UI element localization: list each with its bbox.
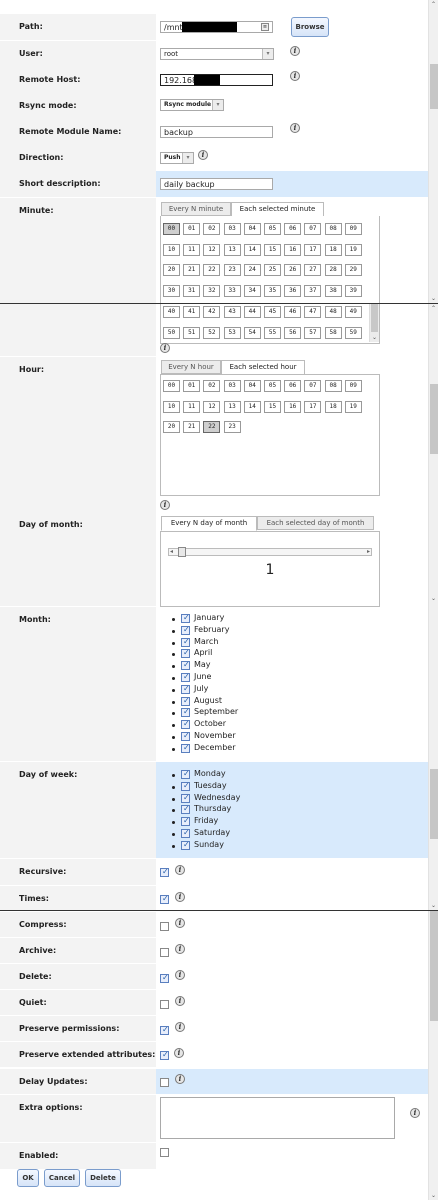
minute-cell[interactable]: 18 xyxy=(325,244,342,256)
month-checkbox[interactable] xyxy=(181,638,190,647)
direction-select[interactable] xyxy=(160,152,194,164)
hour-cell[interactable]: 05 xyxy=(264,380,281,392)
bullet xyxy=(172,642,175,645)
minute-cell[interactable]: 21 xyxy=(183,264,200,276)
minute-cell[interactable]: 00 xyxy=(163,223,180,235)
remote-module-input[interactable] xyxy=(160,126,273,138)
minute-cell[interactable]: 06 xyxy=(284,223,301,235)
minute-cell[interactable]: 07 xyxy=(304,223,321,235)
minute-cell[interactable]: 48 xyxy=(325,306,342,318)
chevron-down-icon: ▾ xyxy=(262,49,273,59)
pane-top xyxy=(0,0,438,303)
bullet xyxy=(172,677,175,680)
quiet-label: Quiet: xyxy=(0,990,156,1015)
minute-cell[interactable]: 14 xyxy=(244,244,261,256)
month-label: May xyxy=(194,660,211,670)
preserve-permissions-checkbox[interactable] xyxy=(160,1026,169,1035)
pane-bottom xyxy=(0,911,438,1200)
weekday-label: Sunday xyxy=(194,839,224,849)
minute-cell[interactable]: 34 xyxy=(244,285,261,297)
minute-cell[interactable]: 03 xyxy=(224,223,241,235)
hour-cell[interactable]: 23 xyxy=(224,421,241,433)
user-label: User: xyxy=(0,41,156,67)
browse-button[interactable]: Browse xyxy=(291,17,329,37)
remote-host-info-icon[interactable]: i xyxy=(290,71,300,81)
day-of-week-label: Day of week: xyxy=(0,762,156,858)
minute-cell[interactable]: 25 xyxy=(264,264,281,276)
day-of-month-slider[interactable] xyxy=(168,548,372,556)
weekday-checkbox[interactable] xyxy=(181,794,190,803)
bullet xyxy=(172,618,175,621)
tab-each-selected-hour[interactable]: Each selected hour xyxy=(221,360,305,375)
archive-info-icon[interactable]: i xyxy=(175,944,185,954)
chevron-down-icon[interactable]: ⌄ xyxy=(430,595,437,602)
bullet xyxy=(172,736,175,739)
weekday-checkbox[interactable] xyxy=(181,770,190,779)
minute-cell[interactable]: 37 xyxy=(304,285,321,297)
scrollbar-2[interactable] xyxy=(428,304,438,910)
preserve-permissions-info-icon[interactable]: i xyxy=(175,1022,185,1032)
minute-cell[interactable]: 20 xyxy=(163,264,180,276)
delete-button[interactable]: Delete xyxy=(85,1169,121,1187)
hour-cell[interactable]: 04 xyxy=(244,380,261,392)
weekday-checkbox[interactable] xyxy=(181,829,190,838)
redacted-path xyxy=(182,22,237,32)
hour-cell[interactable]: 02 xyxy=(203,380,220,392)
month-label: July xyxy=(194,683,209,693)
weekday-checkbox[interactable] xyxy=(181,841,190,850)
bullet xyxy=(172,712,175,715)
minute-cell[interactable]: 11 xyxy=(183,244,200,256)
compress-label: Compress: xyxy=(0,912,156,937)
minute-cell[interactable]: 01 xyxy=(183,223,200,235)
hour-cell[interactable]: 17 xyxy=(304,401,321,413)
hour-cell[interactable]: 12 xyxy=(203,401,220,413)
delay-updates-info-icon[interactable]: i xyxy=(175,1074,185,1084)
minute-cell[interactable]: 55 xyxy=(264,327,281,339)
weekday-label: Monday xyxy=(194,769,226,778)
direction-label: Direction: xyxy=(0,145,156,171)
chevron-up-icon[interactable]: ⌃ xyxy=(430,305,437,312)
bullet xyxy=(172,701,175,704)
scrollbar-thumb[interactable] xyxy=(430,384,438,454)
month-label: December xyxy=(194,742,236,752)
minute-cell[interactable]: 10 xyxy=(163,244,180,256)
bullet xyxy=(172,630,175,633)
day-of-month-label: Day of month: xyxy=(0,511,156,606)
minute-info-icon[interactable]: i xyxy=(160,343,170,353)
month-checkbox[interactable] xyxy=(181,626,190,635)
hour-cell[interactable]: 16 xyxy=(284,401,301,413)
user-info-icon[interactable]: i xyxy=(290,46,300,56)
delete-label: Delete: xyxy=(0,964,156,989)
month-label: March xyxy=(194,636,219,646)
archive-label: Archive: xyxy=(0,938,156,963)
preserve-permissions-label: Preserve permissions: xyxy=(0,1016,156,1041)
user-select[interactable] xyxy=(160,48,274,60)
minute-cell[interactable]: 31 xyxy=(183,285,200,297)
weekday-label: Wednesday xyxy=(194,792,241,802)
remote-module-info-icon[interactable]: i xyxy=(290,123,300,133)
minute-cell[interactable]: 17 xyxy=(304,244,321,256)
month-checkbox[interactable] xyxy=(181,708,190,717)
bullet xyxy=(172,724,175,727)
hour-info-icon[interactable]: i xyxy=(160,500,170,510)
bullet xyxy=(172,653,175,656)
weekday-label: Friday xyxy=(194,816,219,826)
chevron-down-icon[interactable]: ⌄ xyxy=(430,902,437,909)
minute-cell[interactable]: 39 xyxy=(345,285,362,297)
minute-cell[interactable]: 24 xyxy=(244,264,261,276)
minute-cell[interactable]: 53 xyxy=(224,327,241,339)
minute-label: Minute: xyxy=(0,198,156,303)
recursive-label: Recursive: xyxy=(0,859,156,885)
tab-each-selected-day-of-month[interactable]: Each selected day of month xyxy=(257,516,374,530)
bullet xyxy=(172,689,175,692)
hour-cell[interactable]: 22 xyxy=(203,421,220,433)
hour-cell[interactable]: 14 xyxy=(244,401,261,413)
month-checkbox[interactable] xyxy=(181,720,190,729)
minute-cell[interactable]: 13 xyxy=(224,244,241,256)
scrollbar-thumb[interactable] xyxy=(430,911,438,1021)
minute-cell[interactable]: 57 xyxy=(304,327,321,339)
recursive-checkbox[interactable] xyxy=(160,868,169,877)
hour-cell[interactable]: 06 xyxy=(284,380,301,392)
path-picker-icon[interactable]: ≡ xyxy=(262,24,268,30)
minute-cell[interactable]: 19 xyxy=(345,244,362,256)
month-checkbox[interactable] xyxy=(181,697,190,706)
chevron-up-icon[interactable]: ⌃ xyxy=(430,1,437,8)
month-checkbox[interactable] xyxy=(181,673,190,682)
minute-cell[interactable]: 50 xyxy=(163,327,180,339)
hour-cell[interactable]: 15 xyxy=(264,401,281,413)
direction-value: Push xyxy=(164,154,181,161)
chevron-down-icon[interactable]: ⌄ xyxy=(371,334,378,341)
preserve-xattrs-label: Preserve extended attributes: xyxy=(0,1042,156,1067)
chevron-left-icon[interactable]: ◂ xyxy=(170,548,174,555)
short-desc-label: Short description: xyxy=(0,171,156,197)
short-desc-input[interactable] xyxy=(160,178,273,190)
times-label: Times: xyxy=(0,886,156,910)
weekday-label: Tuesday xyxy=(194,780,227,790)
tab-every-n-hour[interactable]: Every N hour xyxy=(161,360,221,374)
month-label: April xyxy=(194,648,213,658)
hour-cell[interactable]: 10 xyxy=(163,401,180,413)
month-label: September xyxy=(194,707,239,717)
month-label: January xyxy=(194,613,225,622)
minute-cell[interactable]: 42 xyxy=(203,306,220,318)
minute-cell[interactable]: 22 xyxy=(203,264,220,276)
bullet xyxy=(172,748,175,751)
month-checkbox[interactable] xyxy=(181,685,190,694)
hour-cell[interactable]: 21 xyxy=(183,421,200,433)
bullet xyxy=(172,798,175,801)
minute-cell[interactable]: 28 xyxy=(325,264,342,276)
bullet xyxy=(172,665,175,668)
minute-cell[interactable]: 56 xyxy=(284,327,301,339)
redacted-host xyxy=(194,75,220,85)
minute-cell[interactable]: 32 xyxy=(203,285,220,297)
minute-cell[interactable]: 43 xyxy=(224,306,241,318)
minute-cell[interactable]: 29 xyxy=(345,264,362,276)
chevron-down-icon: ▾ xyxy=(182,153,193,163)
quiet-checkbox[interactable] xyxy=(160,1000,169,1009)
scrollbar-3[interactable] xyxy=(428,911,438,1200)
remote-host-label: Remote Host: xyxy=(0,67,156,93)
hour-grid xyxy=(160,374,380,496)
hour-cell[interactable]: 19 xyxy=(345,401,362,413)
compress-info-icon[interactable]: i xyxy=(175,918,185,928)
compress-checkbox[interactable] xyxy=(160,922,169,931)
recursive-info-icon[interactable]: i xyxy=(175,865,185,875)
month-checkbox[interactable] xyxy=(181,614,190,623)
minute-cell[interactable]: 35 xyxy=(264,285,281,297)
minute-cell[interactable]: 36 xyxy=(284,285,301,297)
chevron-down-icon[interactable]: ⌄ xyxy=(430,295,437,302)
minute-cell[interactable]: 27 xyxy=(304,264,321,276)
minute-grid-scrollbar-thumb[interactable] xyxy=(371,304,378,332)
minute-cell[interactable]: 54 xyxy=(244,327,261,339)
times-checkbox[interactable] xyxy=(160,895,169,904)
delete-checkbox[interactable] xyxy=(160,974,169,983)
minute-cell[interactable]: 09 xyxy=(345,223,362,235)
weekday-checkbox[interactable] xyxy=(181,782,190,791)
minute-cell[interactable]: 38 xyxy=(325,285,342,297)
minute-cell[interactable]: 33 xyxy=(224,285,241,297)
month-label: February xyxy=(194,624,230,634)
minute-cell[interactable]: 15 xyxy=(264,244,281,256)
scrollbar-thumb-lower[interactable] xyxy=(430,769,438,839)
bullet xyxy=(172,786,175,789)
hour-cell[interactable]: 18 xyxy=(325,401,342,413)
hour-cell[interactable]: 13 xyxy=(224,401,241,413)
hour-cell[interactable]: 07 xyxy=(304,380,321,392)
ok-button[interactable]: OK xyxy=(17,1169,39,1187)
archive-checkbox[interactable] xyxy=(160,948,169,957)
enabled-label: Enabled: xyxy=(0,1143,156,1169)
minute-cell[interactable]: 58 xyxy=(325,327,342,339)
bullet xyxy=(172,833,175,836)
minute-cell[interactable]: 49 xyxy=(345,306,362,318)
chevron-down-icon[interactable]: ⌄ xyxy=(430,1192,437,1199)
minute-label-cont xyxy=(0,304,156,356)
rsync-mode-label: Rsync mode: xyxy=(0,93,156,119)
hour-cell[interactable]: 09 xyxy=(345,380,362,392)
bullet xyxy=(172,774,175,777)
extra-options-info-icon[interactable]: i xyxy=(410,1108,420,1118)
path-label: Path: xyxy=(0,14,156,40)
tab-each-selected-minute[interactable]: Each selected minute xyxy=(231,202,324,217)
remote-module-label: Remote Module Name: xyxy=(0,119,156,145)
tab-every-n-minute[interactable]: Every N minute xyxy=(161,202,231,216)
weekday-checkbox[interactable] xyxy=(181,817,190,826)
chevron-down-icon: ▾ xyxy=(212,100,223,110)
enabled-checkbox[interactable] xyxy=(160,1148,169,1157)
minute-grid-scrollbar[interactable] xyxy=(369,304,379,342)
minute-cell[interactable]: 52 xyxy=(203,327,220,339)
month-label: November xyxy=(194,731,236,740)
minute-cell[interactable]: 02 xyxy=(203,223,220,235)
month-checkbox[interactable] xyxy=(181,732,190,741)
hour-cell[interactable]: 01 xyxy=(183,380,200,392)
minute-cell[interactable]: 45 xyxy=(264,306,281,318)
minute-cell[interactable]: 26 xyxy=(284,264,301,276)
rsync-mode-value: Rsync module xyxy=(164,101,212,108)
hour-cell[interactable]: 08 xyxy=(325,380,342,392)
minute-cell[interactable]: 30 xyxy=(163,285,180,297)
month-checkbox[interactable] xyxy=(181,649,190,658)
delay-updates-label: Delay Updates: xyxy=(0,1069,156,1094)
direction-info-icon[interactable]: i xyxy=(198,150,208,160)
hour-label: Hour: xyxy=(0,357,156,511)
month-label: October xyxy=(194,719,227,729)
minute-cell[interactable]: 12 xyxy=(203,244,220,256)
bullet xyxy=(172,845,175,848)
weekday-label: Thursday xyxy=(194,804,232,814)
delay-updates-checkbox[interactable] xyxy=(160,1078,169,1087)
weekday-label: Saturday xyxy=(194,828,231,837)
hour-cell[interactable]: 20 xyxy=(163,421,180,433)
minute-cell[interactable]: 08 xyxy=(325,223,342,235)
minute-cell[interactable]: 40 xyxy=(163,306,180,318)
month-label: June xyxy=(194,672,212,681)
weekday-checkbox[interactable] xyxy=(181,805,190,814)
user-select-value: root xyxy=(164,50,179,58)
minute-cell[interactable]: 51 xyxy=(183,327,200,339)
cancel-button[interactable]: Cancel xyxy=(44,1169,80,1187)
hour-cell[interactable]: 00 xyxy=(163,380,180,392)
rsync-mode-select[interactable] xyxy=(160,99,224,111)
chevron-right-icon[interactable]: ▸ xyxy=(366,548,370,555)
preserve-xattrs-checkbox[interactable] xyxy=(160,1051,169,1060)
minute-cell[interactable]: 04 xyxy=(244,223,261,235)
minute-cell[interactable]: 16 xyxy=(284,244,301,256)
minute-cell[interactable]: 23 xyxy=(224,264,241,276)
day-of-month-value: 1 xyxy=(265,562,275,578)
month-checkbox[interactable] xyxy=(181,744,190,753)
day-of-month-slider-knob[interactable] xyxy=(178,547,186,557)
pane-middle xyxy=(0,304,438,910)
preserve-xattrs-info-icon[interactable]: i xyxy=(174,1048,184,1058)
minute-cell[interactable]: 44 xyxy=(244,306,261,318)
hour-cell[interactable]: 11 xyxy=(183,401,200,413)
minute-cell[interactable]: 46 xyxy=(284,306,301,318)
scrollbar-1[interactable] xyxy=(428,0,438,303)
times-info-icon[interactable]: i xyxy=(175,892,185,902)
month-label: August xyxy=(194,695,222,705)
month-checkbox[interactable] xyxy=(181,661,190,670)
quiet-info-icon[interactable]: i xyxy=(175,996,185,1006)
minute-cell[interactable]: 05 xyxy=(264,223,281,235)
extra-options-label: Extra options: xyxy=(0,1095,156,1142)
delay-updates-highlight xyxy=(156,1069,428,1094)
scrollbar-thumb[interactable] xyxy=(430,64,438,109)
tab-every-n-day-of-month[interactable]: Every N day of month xyxy=(161,516,257,531)
minute-cell[interactable]: 41 xyxy=(183,306,200,318)
minute-cell[interactable]: 59 xyxy=(345,327,362,339)
month-label: Month: xyxy=(0,607,156,761)
extra-options-textarea[interactable] xyxy=(160,1097,395,1139)
hour-cell[interactable]: 03 xyxy=(224,380,241,392)
minute-cell[interactable]: 47 xyxy=(304,306,321,318)
delete-info-icon[interactable]: i xyxy=(175,970,185,980)
